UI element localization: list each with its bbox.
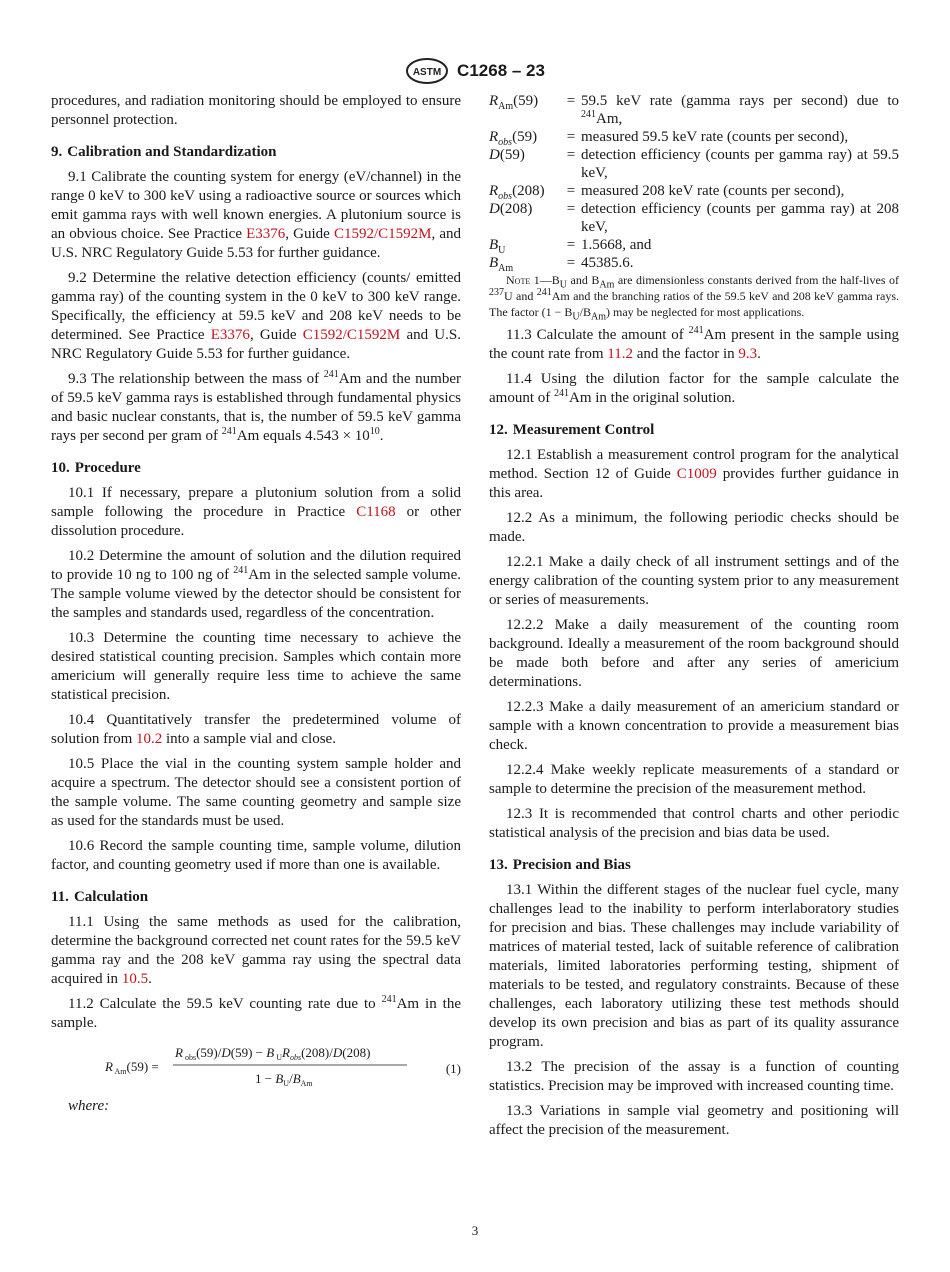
paragraph-10-2: 10.2 Determine the amount of solution and the dilution required to provide 10 ng to 100 ng of $^{241}$Am in the selected sample volume. The sample volume viewed by the detector should be consistent for the samples and standards used, regardless of the concentration. [51,548,462,621]
intro-paragraph: procedures, and radiation monitoring should be employed to ensure personnel protection. [51,93,461,128]
definition-text: measured 208 keV rate (counts per second), [581,183,845,199]
definition-row [489,128,899,146]
equation-1 [51,1041,461,1093]
definition-equals: = [566,237,576,253]
section-9-heading: 9. Calibration and Standardization [51,144,277,160]
link-c1168[interactable]: C1168 [356,504,396,520]
paragraph-11-3: 11.3 Calculate the amount of $^{241}$Am present in the sample using the count rate from 11.2 and the factor in 9.3. [489,325,899,362]
paragraph-12-2: 12.2 As a minimum, the following periodic checks should be made. [489,510,899,545]
definition-row [489,236,899,254]
paragraph-12-2-2: 12.2.2 Make a daily measurement of the counting room background. Ideally a measurement of the room background should be made both before and after any series of americium determinations. [489,617,899,690]
definition-symbol: $B_U$ [489,237,506,256]
section-13-heading: 13. Precision and Bias [489,857,631,873]
definition-equals: = [566,147,576,163]
document-designation: C1268 – 23 [457,61,545,80]
link-e3376[interactable]: E3376 [246,226,286,242]
definition-row [489,254,899,272]
section-11-heading: 11. Calculation [51,889,149,905]
definition-equals: = [566,129,576,145]
definition-text: detection efficiency (counts per gamma ray) at 59.5 keV, [581,147,899,181]
equation-number: (1) [445,1061,461,1076]
definition-equals: = [566,183,576,199]
paragraph-9-1: 9.1 Calibrate the counting system for energy (eV/channel) in the range 0 keV to 300 keV using a radioactive source or sources which emit gamma rays with well known energies. A plutonium source is an obvious choice. See Practice E3376, Guide C1592/C1592M, and U.S. NRC Regulatory Guide 5.53 for further guidance. [51,169,461,261]
definition-symbol: D(59) [489,147,525,163]
link-9-3[interactable]: 9.3 [738,346,758,362]
definition-symbol: D(208) [489,201,533,217]
paragraph-12-2-4: 12.2.4 Make weekly replicate measurements of a standard or sample to determine the precision of the measurement method. [489,762,899,797]
astm-logo-icon [405,58,449,84]
link-10-5[interactable]: 10.5 [121,971,149,987]
paragraph-10-6: 10.6 Record the sample counting time, sample volume, dilution factor, and counting geometry used if more than one is available. [51,838,461,873]
definition-equals: = [566,201,576,217]
definition-row [489,200,899,236]
paragraph-13-3: 13.3 Variations in sample vial geometry and positioning will affect the precision of the measurement. [489,1103,899,1138]
paragraph-9-2: 9.2 Determine the relative detection efficiency (counts/ emitted gamma ray) of the counting system in the 0 keV to 300 keV range. Specifically, the efficiency at 59.5 keV and 208 keV needs to be determined. See Practice E3376, Guide C1592/C1592M and U.S. NRC Regulatory Guide 5.53 for further guidance. [51,270,461,362]
paragraph-11-2: 11.2 Calculate the 59.5 keV counting rate due to $^{241}$Am in the sample. [51,994,461,1031]
definition-row [489,146,899,182]
paragraph-12-3: 12.3 It is recommended that control charts and other periodic statistical analysis of the precision and bias data be used. [489,806,899,841]
definition-text: measured 59.5 keV rate (counts per second), [581,129,849,145]
paragraph-10-1: 10.1 If necessary, prepare a plutonium solution from a solid sample following the procedure in Practice C1168 or other dissolution procedure. [51,485,461,539]
page-number: 3 [471,1223,479,1238]
logo-text: ASTM [412,67,442,78]
section-10-heading: 10. Procedure [51,460,141,476]
variable-definitions [489,92,899,272]
paragraph-10-4: 10.4 Quantitatively transfer the predetermined volume of solution from 10.2 into a sample vial and close. [51,712,461,747]
link-c1592[interactable]: C1592/C1592M [302,327,401,343]
definition-symbol: $R_{Am}(59)$ [489,93,539,112]
link-10-2[interactable]: 10.2 [136,731,163,747]
link-e3376[interactable]: E3376 [210,327,250,343]
paragraph-13-1: 13.1 Within the different stages of the nuclear fuel cycle, many challenges lead to the inability to perform interlaboratory studies for precision and bias. These challenges may include variability of matrices of material tested, lack of suitable reference of calibration materials, limited laboratories performing testing, shipment of materials to be tested, and regulatory constraints. Because of these challenges, each laboratory utilizing these test methods should develop its own precision and bias as part of its quality assurance program. [489,882,899,1050]
definition-symbol: $R_{obs}(59)$ [489,129,538,148]
paragraph-10-5: 10.5 Place the vial in the counting system sample holder and acquire a spectrum. The detector should see a consistent portion of the sample volume. The same counting geometry and sample size as used for the standards must be used. [51,756,461,829]
definition-equals: = [566,93,576,109]
paragraph-11-4: 11.4 Using the dilution factor for the sample calculate the amount of $^{241}$Am in the original solution. [489,371,899,406]
definition-symbol: $B_{Am}$ [489,255,514,274]
where-label: where: [68,1098,110,1114]
left-column [51,92,461,1122]
svg-text:R Am(59) =: R $_{Am}$(59) = [105,1059,159,1076]
paragraph-12-2-1: 12.2.1 Make a daily check of all instrument settings and of the energy calibration of the counting system prior to any measurement or series of measurements. [489,554,899,608]
definition-text: 1.5668, and [581,237,652,253]
link-11-2[interactable]: 11.2 [607,346,633,362]
paragraph-12-1: 12.1 Establish a measurement control program for the analytical method. Section 12 of Guide C1009 provides further guidance in this area. [489,447,900,501]
page-header [0,58,950,84]
definition-text: 45385.6. [581,255,634,271]
definition-symbol: $R_{obs}(208)$ [489,183,545,202]
right-column [489,92,899,1146]
definition-equals: = [566,255,576,271]
svg-text:1 − BU/BAm: $1 - B_U/B_{Am}$ [255,1071,313,1088]
paragraph-9-3: 9.3 The relationship between the mass of $^{241}$Am and the number of 59.5 keV gamma rays is established through fundamental physics and basic nuclear constants, that is, the number of 59.5 keV gamma rays per second per gram of $^{241}$Am equals $4.543 \times 10^{10}$. [51,369,461,444]
definition-row [489,92,899,128]
link-c1009[interactable]: C1009 [676,466,717,482]
definition-text: 59.5 keV rate (gamma rays per second) due to $^{241}$Am, [581,93,899,127]
paragraph-11-1: 11.1 Using the same methods as used for the calibration, determine the background corrected net count rates for the 59.5 keV gamma ray and the 208 keV gamma ray using the spectral data acquired in 10.5. [51,914,461,987]
paragraph-12-2-3: 12.2.3 Make a daily measurement of an americium standard or sample with a known concentration to provide a measurement bias check. [489,699,899,753]
definition-row [489,182,899,200]
link-c1592[interactable]: C1592/C1592M [333,226,432,242]
definition-text: detection efficiency (counts per gamma ray) at 208 keV, [581,201,899,235]
equation-1-formula [101,1041,411,1093]
note-1: Note $1—B_U$ and $B_{Am}$ are dimensionless constants derived from the half-lives of $^{237}$U and $^{241}$Am and the branching ratios of the 59.5 keV and 208 keV gamma rays. The factor $(1 - B_U/B_{Am})$ may be neglected for most applications. [489,273,899,323]
paragraph-10-3: 10.3 Determine the counting time necessary to achieve the desired statistical counting precision. Samples which contain more americium will generally require less time to achieve the same statistical precision. [51,630,461,703]
svg-text:R obs(59)/D(59) − B URobs(208): R $_{obs}$(59)/D(59) − B $_UR_{obs}(208)/D(208)$ [175,1045,371,1062]
section-12-heading: 12. Measurement Control [489,422,655,438]
paragraph-13-2: 13.2 The precision of the assay is a function of counting statistics. Precision may be improved with increased counting time. [489,1059,899,1094]
